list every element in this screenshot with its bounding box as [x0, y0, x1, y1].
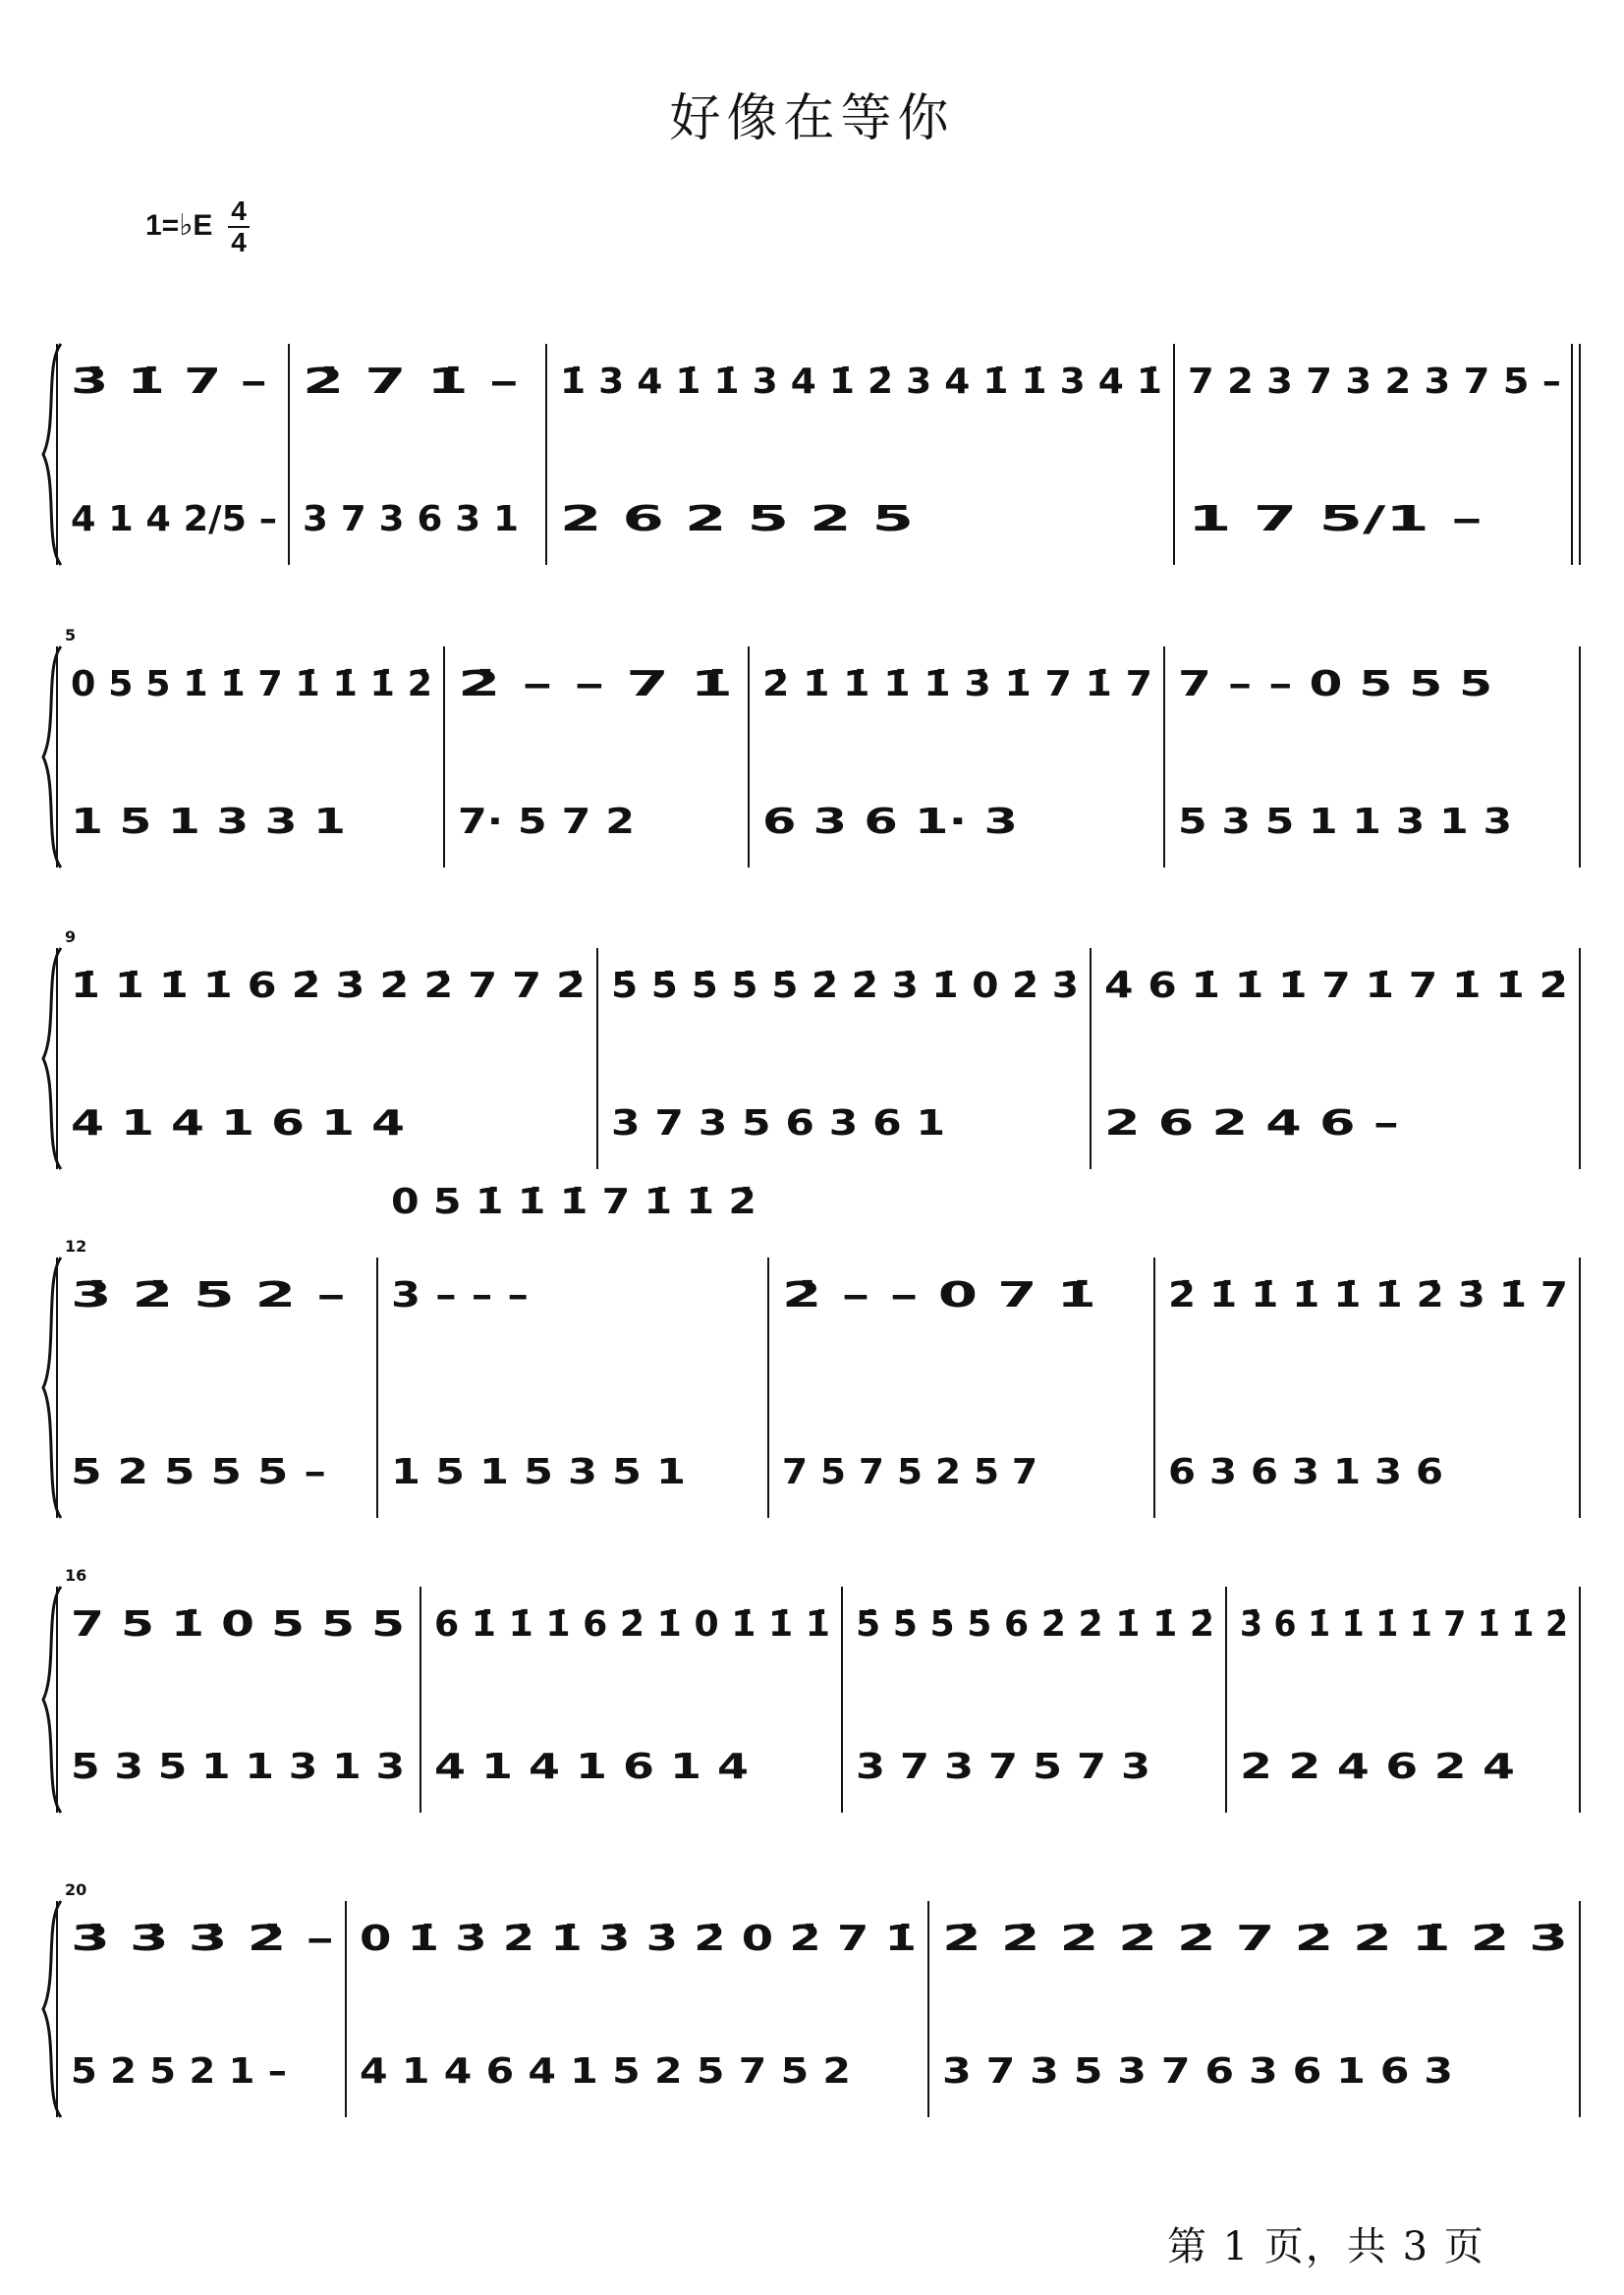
system-brace [43, 344, 61, 565]
measure-number: 9 [65, 927, 77, 946]
bass-notes: 4 1 4 1 6 1 4 [434, 1747, 749, 1787]
treble-notes: 2̇ 1̇ 1̇ 1̇ 1̇ 3̇ 1̇ 7 1̇ 7 [762, 664, 1152, 704]
treble-notes: 2̇ 2̇ 2̇ 2̇ 2̇ 7 2̇ 2̇ 1̇ 2̇ 3̇ [942, 1919, 1568, 1959]
bass-notes: 2 6 2 5 2 5 [560, 499, 914, 539]
system-brace [43, 1258, 61, 1518]
treble-notes: 7 5 1̇ 0 5 5 5 [71, 1604, 405, 1645]
treble-notes: 5̇ 5̇ 5̇ 5̇ 5̇ 2̇ 2̇ 3̇ 1̇ 0 2̇ 3̇ [611, 966, 1079, 1006]
system-brace [43, 948, 61, 1169]
bass-notes: 4 1 4 2/5 – [71, 499, 277, 539]
treble-notes: 2̇ 7 1̇ – [303, 362, 519, 402]
treble-notes: 2̇ – – 0 7 1̇ [782, 1275, 1096, 1315]
treble-notes: 3̇ 1̇ 7 – [71, 362, 267, 402]
system-brace [43, 1901, 61, 2117]
key-signature: 1=♭E [145, 209, 213, 242]
bass-notes: 5 2 5 5 5 – [71, 1452, 326, 1492]
treble-notes: 3̇ 2̇ 5 2 – [71, 1275, 346, 1315]
measure-number: 5 [65, 626, 77, 644]
bass-notes: 2 6 2 4 6 – [1104, 1103, 1399, 1144]
measure-number: 12 [65, 1237, 87, 1256]
treble-notes: 3 – – – [391, 1275, 529, 1315]
bass-notes: 5 3 5 1 1 3 1 3 [1178, 802, 1512, 842]
bass-notes: 5 3 5 1 1 3 1 3 [71, 1747, 405, 1787]
treble-notes: 1̇ 3 4 1̇ 1̇ 3 4 1̇ 2̇ 3 4 1̇ 1̇ 3 4 1̇ [560, 362, 1162, 402]
system-brace [43, 646, 61, 868]
measure-number: 16 [65, 1566, 87, 1585]
treble-notes: 2̇ – – 7 1̇ [458, 664, 733, 704]
system-brace [43, 1587, 61, 1813]
treble-notes: 6 1̇ 1̇ 1̇ 6 2̇ 1̇ 0 1̇ 1̇ 1̇ [434, 1604, 830, 1645]
bass-notes: 3 7 3 5 3 7 6 3 6 1 6 3 [942, 2051, 1453, 2092]
bass-notes: 2 2 4 6 2 4 [1240, 1747, 1515, 1787]
bass-notes: 6 3 6 3 1 3 6 [1168, 1452, 1443, 1492]
treble-notes: 5̇ 5̇ 5̇ 5̇ 6 2̇ 2̇ 1̇ 1̇ 2̇ [856, 1604, 1214, 1645]
treble-notes: 3̇ 3̇ 3̇ 2̇ – [71, 1919, 334, 1959]
score-title: 好像在等你 [669, 89, 955, 148]
treble-notes: 0 1̇ 3̇ 2̇ 1̇ 3̇ 3̇ 2̇ 0 2̇ 7 1̇ [360, 1919, 917, 1959]
bass-notes: 3 7 3 5 6 3 6 1 [611, 1103, 945, 1144]
bass-notes: 1 5 1 5 3 5 1 [391, 1452, 686, 1492]
bass-notes: 6 3 6 1· 3 [762, 802, 1018, 842]
bass-notes: 3 7 3 7 5 7 3 [856, 1747, 1150, 1787]
treble-notes: 1̇ 1̇ 1̇ 1̇ 6 2̇ 3̇ 2̇ 2̇ 7 7 2̇ [71, 966, 586, 1006]
time-numerator: 4 [231, 196, 247, 226]
time-denominator: 4 [231, 227, 247, 257]
bass-notes: 7 5 7 5 2 5 7 [782, 1452, 1037, 1492]
bass-notes: 5 2 5 2 1 – [71, 2051, 287, 2092]
treble-notes: 2̇ 1̇ 1̇ 1̇ 1̇ 1̇ 2̇ 3̇ 1̇ 7 [1168, 1275, 1568, 1315]
treble-notes: 0 5 1̇ 1̇ 1̇ 7 1̇ 1̇ 2̇ [391, 1182, 756, 1222]
treble-notes: 4̇ 6 1̇ 1̇ 1̇ 7 1̇ 7 1̇ 1̇ 2̇ [1104, 966, 1568, 1006]
bass-notes: 4 1 4 6 4 1 5 2 5 7 5 2 [360, 2051, 851, 2092]
treble-notes: 3̇ 6 1̇ 1̇ 1̇ 1̇ 7 1̇ 1̇ 2̇ [1240, 1604, 1568, 1645]
bass-notes: 7· 5 7 2 [458, 802, 635, 842]
bass-notes: 1 7 5/1 – [1188, 499, 1483, 539]
bass-notes: 3 7 3 6 3 1 [303, 499, 519, 539]
bass-notes: 1 5 1 3 3 1 [71, 802, 346, 842]
treble-notes: 7 – – 0 5 5 5 [1178, 664, 1492, 704]
treble-notes: 7 2 3 7 3 2 3 7 5 – [1188, 362, 1561, 402]
treble-notes: 0 5 5 1̇ 1̇ 7 1̇ 1̇ 1̇ 2̇ [71, 664, 432, 704]
page-footer: 第 1 页，共 3 页 [1167, 2224, 1485, 2269]
measure-number: 20 [65, 1880, 87, 1899]
bass-notes: 4 1 4 1 6 1 4 [71, 1103, 405, 1144]
